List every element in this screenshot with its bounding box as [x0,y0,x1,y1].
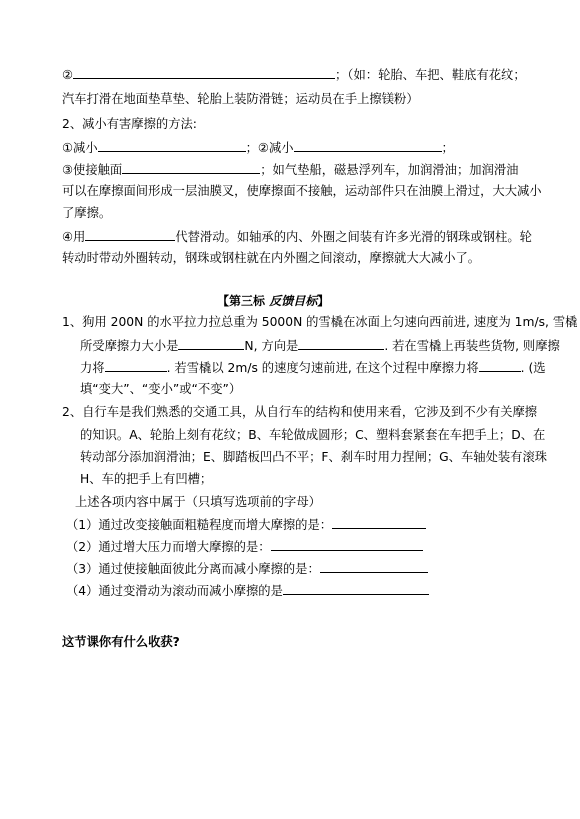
bearing-line: 转动时带动外圈转动，钢珠或钢柱就在内外圈之间滚动，摩擦就大大减小了。 [62,251,481,265]
answer-blank-3[interactable] [320,560,428,573]
blank-q1-1[interactable] [178,337,244,350]
answer-blank-4[interactable] [283,582,429,595]
blank-q1-4[interactable] [479,359,521,372]
q1-line-2: 所受摩擦力大小是 N, 方向是 . 若在雪橇上再装些货物, 则摩擦 [80,339,560,353]
q1-line-3: 力将 . 若雪橇以 2m/s 的速度匀速前进, 在这个过程中摩擦力将 . (选 [80,361,546,375]
sub-question-3: （3）通过使接触面彼此分离而减小摩擦的是： [66,560,428,577]
method-line-2: ② ；（如：轮胎、车把、鞋底有花纹； [62,68,526,82]
sub-question-2: （2）通过增大压力而增大摩擦的是： [66,538,423,555]
section-title: 【第三标 反馈目标】 [217,294,330,308]
sub-question-4: （4）通过变滑动为滚动而减小摩擦的是 [66,582,429,599]
heading-reduce-friction: 2、减小有害摩擦的方法: [62,117,197,131]
q1-line-4: 填“变大”、“变小”或“不变”） [80,382,242,396]
q2-line-2: 的知识。A、轮胎上刻有花纹；B、车轮做成圆形；C、塑料套紧套在车把手上；D、在 [80,428,546,442]
q1-line-1: 1、狗用 200N 的水平拉力拉总重为 5000N 的雪橇在冰面上匀速向西前进, 速度为 1m/s, 雪橇 [62,315,578,329]
blank-q1-3[interactable] [105,359,167,372]
blank-4[interactable] [122,161,260,174]
blank-q1-2[interactable] [298,337,384,350]
method-reduce-1-2: ①减小 ；②减小 ； [62,141,454,155]
explanation-line-1: 可以在摩擦面间形成一层油膜叉，使摩擦面不接触，运动部件只在油膜上滑过，大大减小 [62,184,542,198]
sub-question-1: （1）通过改变接触面粗糙程度而增大摩擦的是： [66,516,426,533]
q2-line-4: H、车的把手上有凹槽； [80,472,213,486]
q2-instruction: 上述各项内容中属于（只填写选项前的字母） [75,495,321,509]
blank-5[interactable] [85,228,175,241]
item-marker: ② [62,68,74,82]
blank-3[interactable] [294,139,442,152]
blank-1[interactable] [73,66,335,79]
answer-blank-2[interactable] [271,538,423,551]
q2-line-3: 转动部分添加润滑油；E、脚踏板凹凸不平；F、刹车时用力捏闸；G、车轴处装有滚珠 [80,450,548,464]
explanation-line-2: 了摩擦。 [62,206,112,220]
method-reduce-4: ④用 代替滑动。如轴承的内、外圈之间装有许多光滑的钢珠或钢柱。轮 [62,230,532,244]
blank-2[interactable] [98,139,246,152]
example-line: 汽车打滑在地面垫草垫、轮胎上装防滑链；运动员在手上擦镁粉） [62,92,419,106]
q2-line-1: 2、自行车是我们熟悉的交通工具，从自行车的结构和使用来看，它涉及到不少有关摩擦 [62,405,538,419]
answer-blank-1[interactable] [332,516,426,529]
method-reduce-3: ③使接触面 ；如气垫船，磁悬浮列车，加润滑油；加润滑油 [62,163,519,177]
harvest-question: 这节课你有什么收获? [62,635,180,649]
